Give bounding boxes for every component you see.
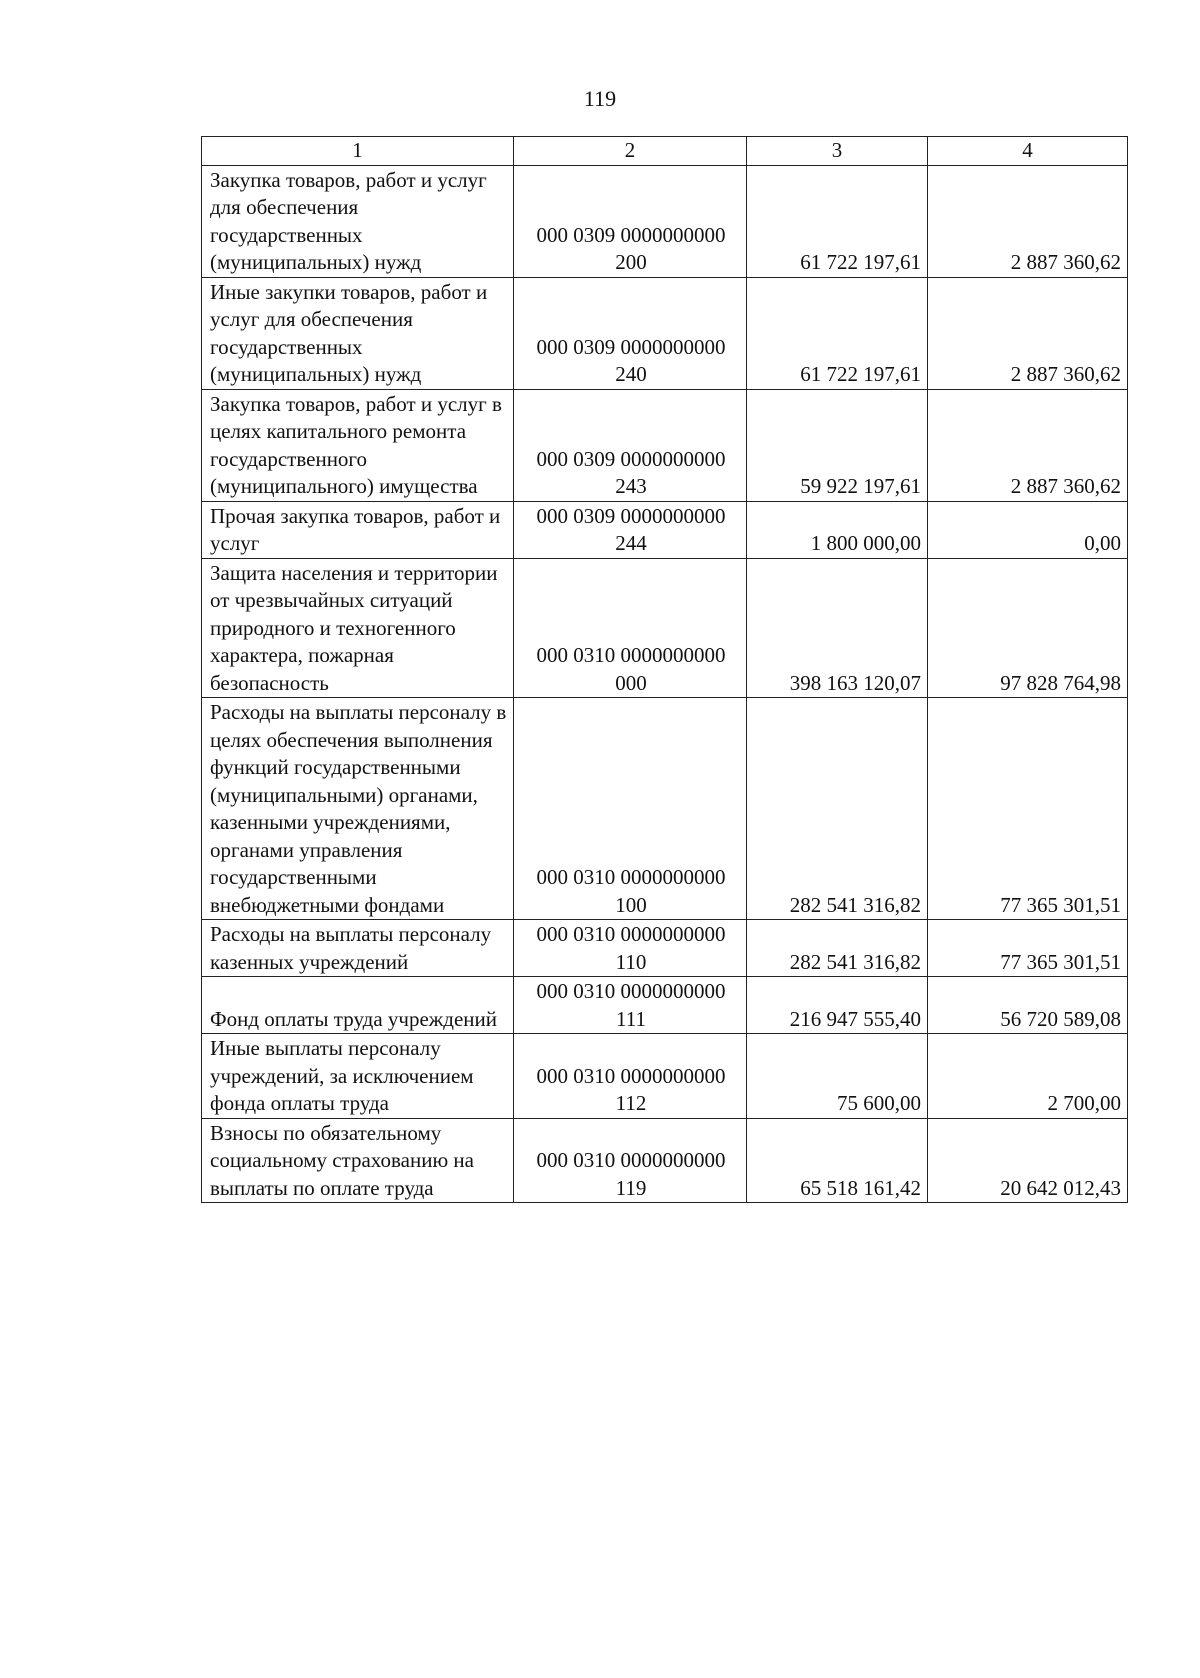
header-row: [202, 137, 1128, 166]
row-code-line1: 000 0310 0000000000: [536, 979, 726, 1003]
row-code: [514, 1034, 747, 1119]
table-row: [202, 977, 1128, 1034]
table-row: [202, 389, 1128, 501]
table-row: [202, 1118, 1128, 1203]
row-name: Расходы на выплаты персоналу в целях обеспечения выполнения функций государственными (муниципальными) органами, казенными учреждениями, органами управления государственными внебюджетными фондами: [202, 698, 514, 920]
column-header: 2: [514, 137, 747, 166]
row-col4-value: 2 700,00: [928, 1034, 1128, 1119]
row-name: Закупка товаров, работ и услуг в целях капитального ремонта государственного (муниципального) имущества: [202, 389, 514, 501]
row-col3-value: 282 541 316,82: [747, 698, 928, 920]
row-code-line1: 000 0309 0000000000: [536, 222, 726, 247]
row-code-line2: 119: [615, 1175, 647, 1200]
column-header: 3: [747, 137, 928, 166]
table-row: [202, 501, 1128, 558]
row-col4-value: 0,00: [928, 501, 1128, 558]
table-row: [202, 558, 1128, 698]
row-name: Защита населения и территории от чрезвычайных ситуаций природного и техногенного характера, пожарная безопасность: [202, 558, 514, 698]
row-code-line1: 000 0310 0000000000: [536, 1148, 726, 1172]
table-row: [202, 920, 1128, 977]
row-code: [514, 1118, 747, 1203]
row-name: Расходы на выплаты персоналу казенных учреждений: [202, 920, 514, 977]
row-col4-value: 2 887 360,62: [928, 389, 1128, 501]
row-col4-value: 77 365 301,51: [928, 698, 1128, 920]
row-code-line1: 000 0309 0000000000: [536, 446, 726, 471]
table-row: [202, 165, 1128, 277]
row-code-line1: 000 0309 0000000000: [536, 503, 726, 528]
row-col4-value: 20 642 012,43: [928, 1118, 1128, 1203]
row-col4-value: 97 828 764,98: [928, 558, 1128, 698]
row-code-line2: 200: [615, 250, 647, 274]
row-code-line1: 000 0310 0000000000: [536, 643, 726, 667]
row-code: [514, 698, 747, 920]
row-col3-value: 216 947 555,40: [747, 977, 928, 1034]
row-code-line2: 244: [615, 531, 647, 555]
row-col4-value: 77 365 301,51: [928, 920, 1128, 977]
column-header: 1: [202, 137, 514, 166]
row-code: [514, 165, 747, 277]
row-code-line2: 112: [615, 1091, 647, 1115]
row-col3-value: 1 800 000,00: [747, 501, 928, 558]
row-col4-value: 2 887 360,62: [928, 165, 1128, 277]
row-code: [514, 389, 747, 501]
row-code-line2: 240: [615, 362, 647, 386]
row-code-line1: 000 0309 0000000000: [536, 334, 726, 359]
row-col3-value: 75 600,00: [747, 1034, 928, 1119]
row-code-line2: 100: [615, 892, 647, 917]
row-code-line2: 111: [616, 1006, 646, 1031]
row-code: [514, 558, 747, 698]
row-code: [514, 977, 747, 1034]
column-header: 4: [928, 137, 1128, 166]
row-col4-value: 2 887 360,62: [928, 277, 1128, 389]
row-code-line1: 000 0310 0000000000: [536, 865, 726, 889]
row-code: [514, 501, 747, 558]
row-col3-value: 398 163 120,07: [747, 558, 928, 698]
row-col3-value: 61 722 197,61: [747, 165, 928, 277]
table-row: [202, 698, 1128, 920]
budget-table: [201, 136, 1128, 1203]
page-number: 119: [583, 86, 617, 111]
row-name: Взносы по обязательному социальному страхованию на выплаты по оплате труда: [202, 1118, 514, 1203]
row-col3-value: 61 722 197,61: [747, 277, 928, 389]
row-code: [514, 277, 747, 389]
row-name: Закупка товаров, работ и услуг для обеспечения государственных (муниципальных) нужд: [202, 165, 514, 277]
row-code-line2: 000: [615, 670, 647, 695]
row-col3-value: 65 518 161,42: [747, 1118, 928, 1203]
table-row: [202, 277, 1128, 389]
row-code-line2: 243: [615, 474, 647, 498]
row-code-line1: 000 0310 0000000000: [536, 1063, 726, 1088]
table-row: [202, 1034, 1128, 1119]
row-name: Иные выплаты персоналу учреждений, за исключением фонда оплаты труда: [202, 1034, 514, 1119]
row-name: Фонд оплаты труда учреждений: [202, 977, 514, 1034]
row-col3-value: 282 541 316,82: [747, 920, 928, 977]
row-code-line1: 000 0310 0000000000: [536, 922, 726, 946]
row-code-line2: 110: [615, 949, 647, 974]
row-name: Иные закупки товаров, работ и услуг для обеспечения государственных (муниципальных) нужд: [202, 277, 514, 389]
row-code: [514, 920, 747, 977]
row-col4-value: 56 720 589,08: [928, 977, 1128, 1034]
row-col3-value: 59 922 197,61: [747, 389, 928, 501]
row-name: Прочая закупка товаров, работ и услуг: [202, 501, 514, 558]
